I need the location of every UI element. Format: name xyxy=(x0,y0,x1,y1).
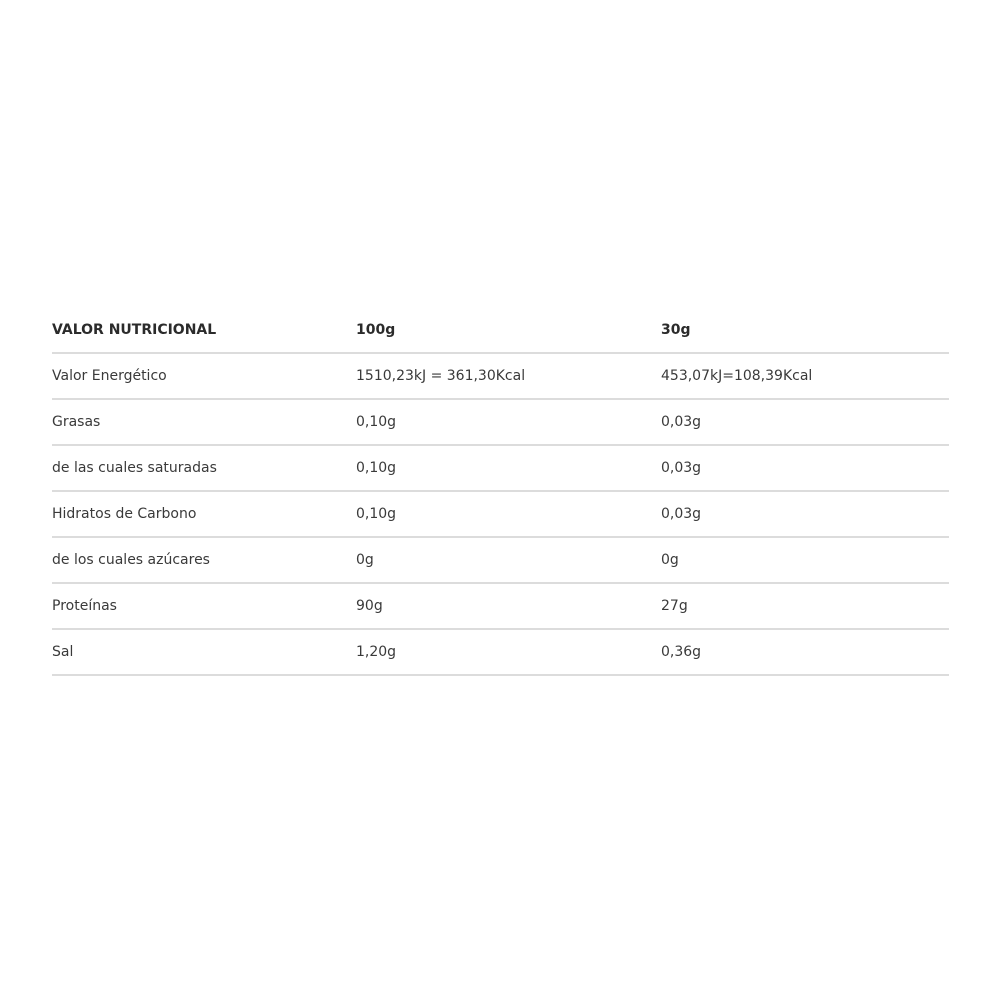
value-100g: 90g xyxy=(356,583,661,629)
value-30g: 0,03g xyxy=(661,399,949,445)
nutrition-table xyxy=(52,308,949,676)
value-100g: 1510,23kJ = 361,30Kcal xyxy=(356,353,661,399)
value-100g: 0,10g xyxy=(356,399,661,445)
value-100g: 1,20g xyxy=(356,629,661,675)
value-100g: 0,10g xyxy=(356,445,661,491)
value-30g: 27g xyxy=(661,583,949,629)
value-30g: 0,36g xyxy=(661,629,949,675)
row-label: Valor Energético xyxy=(52,353,356,399)
row-label: Grasas xyxy=(52,399,356,445)
row-label: Hidratos de Carbono xyxy=(52,491,356,537)
row-label: de las cuales saturadas xyxy=(52,445,356,491)
table-row xyxy=(52,353,949,399)
header-nutritional-value: VALOR NUTRICIONAL xyxy=(52,308,356,353)
value-30g: 0,03g xyxy=(661,445,949,491)
value-30g: 0g xyxy=(661,537,949,583)
row-label: Proteínas xyxy=(52,583,356,629)
value-30g: 453,07kJ=108,39Kcal xyxy=(661,353,949,399)
header-per-100g: 100g xyxy=(356,308,661,353)
value-100g: 0,10g xyxy=(356,491,661,537)
value-100g: 0g xyxy=(356,537,661,583)
table-row xyxy=(52,537,949,583)
row-label: Sal xyxy=(52,629,356,675)
value-30g: 0,03g xyxy=(661,491,949,537)
table-row xyxy=(52,445,949,491)
header-per-30g: 30g xyxy=(661,308,949,353)
table-row xyxy=(52,629,949,675)
table-header-row xyxy=(52,308,949,353)
table-row xyxy=(52,491,949,537)
table-row xyxy=(52,583,949,629)
table-row xyxy=(52,399,949,445)
row-label: de los cuales azúcares xyxy=(52,537,356,583)
